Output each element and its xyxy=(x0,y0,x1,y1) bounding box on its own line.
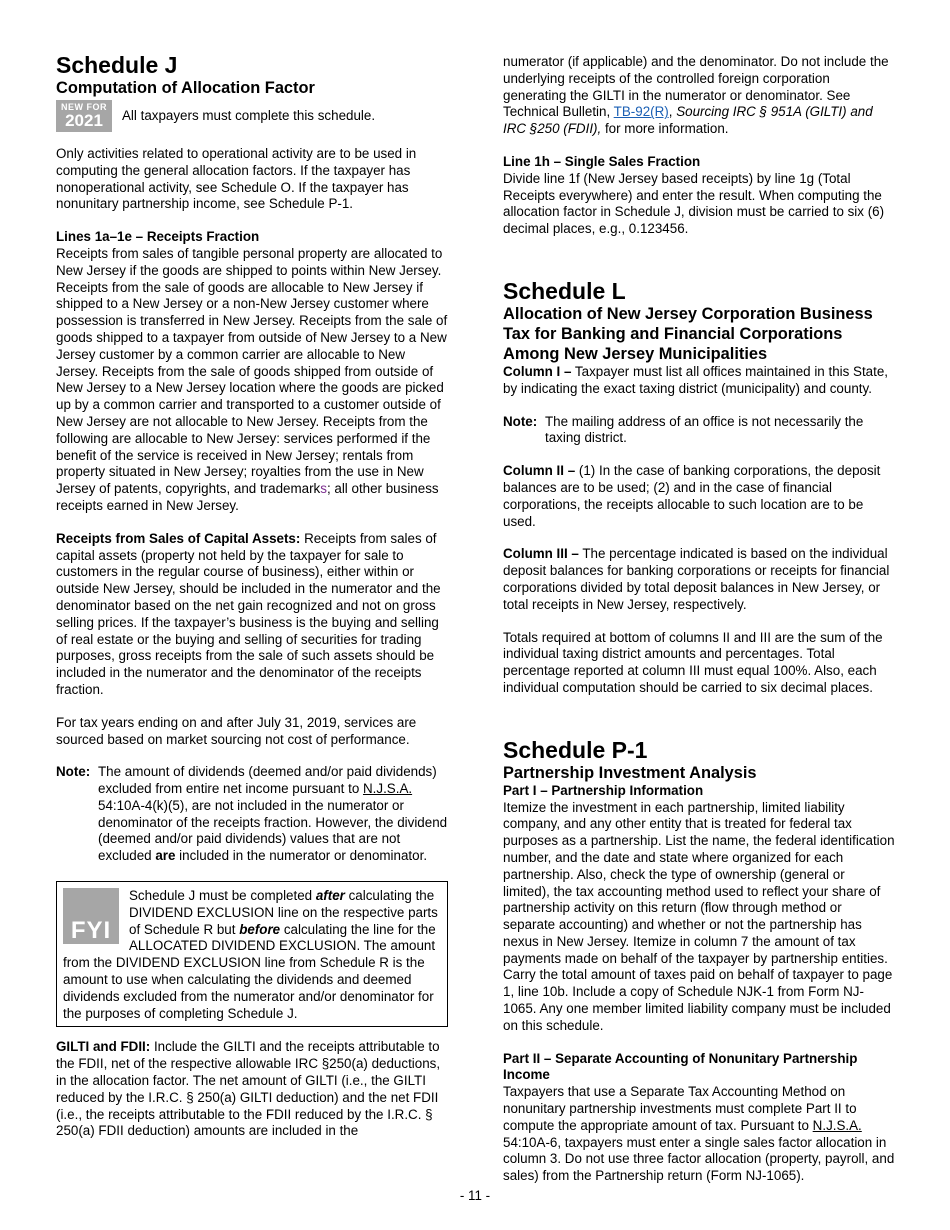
note-text-a: The amount of dividends (deemed and/or paid dividends) excluded from entire net income pursuant to xyxy=(98,764,437,797)
part-1-heading: Part I – Partnership Information xyxy=(503,782,704,798)
njsa-reference: N.J.S.A. xyxy=(362,781,413,797)
part-2-text-b: 54:10A-6, taxpayers must enter a single sales factor allocation in column 3. Do not use three factor allocation (property, payroll, and sales) from the Partnership return (Form NJ-1065). xyxy=(503,1134,895,1184)
column-1-paragraph xyxy=(503,364,895,398)
badge-top-text: NEW FOR xyxy=(61,102,107,112)
fyi-after: after xyxy=(315,888,345,904)
new-for-row xyxy=(56,100,448,132)
receipts-text-end: ; all other business receipts earned in New Jersey. xyxy=(56,481,439,513)
note-are: are xyxy=(155,848,176,864)
page-number: - 11 - xyxy=(459,1188,491,1203)
fyi-icon: FYI xyxy=(63,888,119,944)
capital-assets-paragraph xyxy=(56,531,448,699)
services-paragraph: For tax years ending on and after July 31, 2019, services are sourced based on market sourcing not cost of performance. xyxy=(56,714,417,747)
fyi-text-a: Schedule J must be completed xyxy=(129,888,316,904)
gilti-text: Include the GILTI and the receipts attributable to the FDII, net of the respective allowable IRC §250(a) deductions, in the allocation factor. The net amount of GILTI (i.e., the GILTI reduced by the I.R.C. § 250(a) GILTI deduction) and the net FDII (i.e., the receipts attributable to the FDII reduced by the I.R.C. § 250(a) FDII deduction) amounts are included in the xyxy=(56,1039,441,1139)
column-2-label: Column II – xyxy=(503,463,576,479)
schedule-p1-subtitle: Partnership Investment Analysis xyxy=(503,763,757,782)
receipts-fraction-text xyxy=(56,246,448,515)
schedule-j-intro: Only activities related to operational activity are to be used in computing the general allocation factors. If the taxpayer has nonoperational activity, see Schedule O. If the taxpayer has nonunitary partnership income, see Schedule P-1. xyxy=(56,146,417,212)
line-1h-heading: Line 1h – Single Sales Fraction xyxy=(503,153,701,169)
dividends-note xyxy=(56,764,448,865)
part-2-text xyxy=(503,1084,895,1185)
capital-assets-label: Receipts from Sales of Capital Assets: xyxy=(56,530,301,546)
fyi-text-c: calculating the line for the ALLOCATED DIVIDEND EXCLUSION. The amount from the DIVIDEND EXCLUSION line from Schedule R is the amount to use when calculating the dividends and deemed dividends excluded from the numerator and/or denominator for the purposes of completing Schedule J. xyxy=(63,921,436,1021)
gilti-paragraph xyxy=(56,1039,448,1140)
schedule-j-title: Schedule J xyxy=(56,52,178,78)
badge-year-text: 2021 xyxy=(65,111,103,130)
column-3-text: The percentage indicated is based on the individual deposit balances for banking corporations or receipts for financial corporations divided by total deposit balances in New Jersey, or total receipts in New Jersey, respectively. xyxy=(503,546,890,612)
mailing-address-note xyxy=(503,414,895,448)
column-3-label: Column III – xyxy=(503,546,579,562)
receipts-text-main: Receipts from sales of tangible personal property are allocated to New Jersey if the goods are shipped to points within New Jersey. Receipts from the sale of goods are allocable to New Jersey if shipped to a New Jersey or a non-New Jersey customer where possession is transferred in New Jersey. Receipts from the sale of goods shipped to a taxpayer from outside of New Jersey to a New Jersey customer by a common carrier are allocable to New Jersey. Receipts from the sale of goods shipped from outside of New Jersey to a New Jersey location where the goods are picked up by a common carrier and transported to a customer outside of New Jersey are not allocable to New Jersey. Receipts from the following are allocable to New Jersey: services performed if the benefit of the service is received in New Jersey; rentals from property situated in New Jersey; royalties from the use in New Jersey of patents, copyrights, and trademark xyxy=(56,245,448,497)
schedule-l-subtitle: Allocation of New Jersey Corporation Business Tax for Banking and Financial Corporations Among New Jersey Municipalities xyxy=(503,304,873,363)
gilti-label: GILTI and FDII: xyxy=(56,1039,151,1055)
column-2-paragraph xyxy=(503,463,895,530)
column-1-label: Column I – xyxy=(503,363,572,379)
all-taxpayers-text: All taxpayers must complete this schedule. xyxy=(122,107,376,123)
njsa-reference: N.J.S.A. xyxy=(812,1117,862,1133)
note-body: The mailing address of an office is not necessarily the taxing district. xyxy=(545,413,864,446)
line-1h-text: Divide line 1f (New Jersey based receipts) by line 1g (Total Receipts everywhere) and enter the result. When computing the allocation factor in Schedule J, division must be carried to six (6) decimal places, e.g., 0.123456. xyxy=(503,170,885,237)
new-for-2021-badge-icon xyxy=(56,100,112,132)
part-1-text: Itemize the investment in each partnership, limited liability company, and any other entity that is treated for federal tax purposes as a partnership. List the name, the federal identification number, and the date and state where organized for each partnership. Also, check the type of ownership (general or limited), the tax accounting method used to reflect your share of partnership activity on this return (flow through method or separate accounting) and whether or not the partnership has nexus in New Jersey. Itemize in column 7 the amount of tax payments made on behalf of the taxpayer by partnership entities. Carry the total amount of taxes paid on behalf of taxpayer to page 1, line 10b. Include a copy of Schedule NJK-1 from Form NJ-1065. Any one member limited liability company must be included on this schedule. xyxy=(503,799,895,1033)
schedule-l-title: Schedule L xyxy=(503,277,626,304)
tb-92-link[interactable]: TB-92(R) xyxy=(613,104,669,120)
gilti-cont-b: , xyxy=(668,104,677,120)
fyi-box xyxy=(56,881,448,1027)
receipts-text-s: s xyxy=(320,481,327,497)
receipts-fraction-heading: Lines 1a–1e – Receipts Fraction xyxy=(56,229,260,245)
fyi-text-b: calculating the DIVIDEND EXCLUSION line on the respective parts of Schedule R but xyxy=(129,888,438,937)
note-label: Note: xyxy=(56,764,91,780)
fyi-before: before xyxy=(239,921,281,937)
gilti-cont-a: numerator (if applicable) and the denominator. Do not include the underlying receipts of the controlled foreign corporation generating the GILTI in the numerator or denominator. See Technical Bulletin, xyxy=(503,54,889,120)
totals-paragraph: Totals required at bottom of columns II and III are the sum of the individual taxing district amounts and percentages. Total percentage reported at column III must equal 100%. Also, each individual computation should be carried to six decimal places. xyxy=(503,629,883,695)
note-label: Note: xyxy=(503,413,538,429)
schedule-p1-title: Schedule P-1 xyxy=(503,736,648,763)
capital-assets-text: Receipts from sales of capital assets (property not held by the taxpayer for sale to customers in the regular course of business), either within or outside New Jersey, should be included in the numerator and the denominator based on the net gain recognized and not on gross selling prices. If the taxpayer’s business is the buying and selling of real estate or the buying and selling of securities for trading purposes, gross receipts from the sale of such assets should be included in the numerator and the denominator of the receipts fraction. xyxy=(56,530,441,697)
part-2-text-a: Taxpayers that use a Separate Tax Accounting Method on nonunitary partnership investments must complete Part II to compute the appropriate amount of tax. Pursuant to xyxy=(503,1084,857,1133)
right-column xyxy=(503,54,895,1201)
schedule-j-subtitle: Computation of Allocation Factor xyxy=(56,79,315,97)
note-text-c: included in the numerator or denominator. xyxy=(175,848,428,864)
note-body xyxy=(98,764,448,865)
gilti-italic-title: Sourcing IRC § 951A (GILTI) and IRC §250 (FDII), xyxy=(503,104,873,137)
column-2-text: (1) In the case of banking corporations, the deposit balances are to be used; (2) and in the case of financial corporations, the receipts allocable to such location are to be used. xyxy=(503,463,881,529)
gilti-cont-c: for more information. xyxy=(601,121,729,137)
part-2-heading: Part II – Separate Accounting of Nonunitary Partnership Income xyxy=(503,1050,858,1083)
note-text-b: 54:10A-4(k)(5), are not included in the numerator or denominator of the receipts fraction. However, the dividend (deemed and/or paid dividends) values that are not excluded xyxy=(98,797,448,864)
left-column xyxy=(56,52,448,1156)
gilti-continued xyxy=(503,54,895,138)
column-1-text: Taxpayer must list all offices maintained in this State, by indicating the exact taxing district (municipality) and county. xyxy=(503,363,889,396)
column-3-paragraph xyxy=(503,546,895,613)
